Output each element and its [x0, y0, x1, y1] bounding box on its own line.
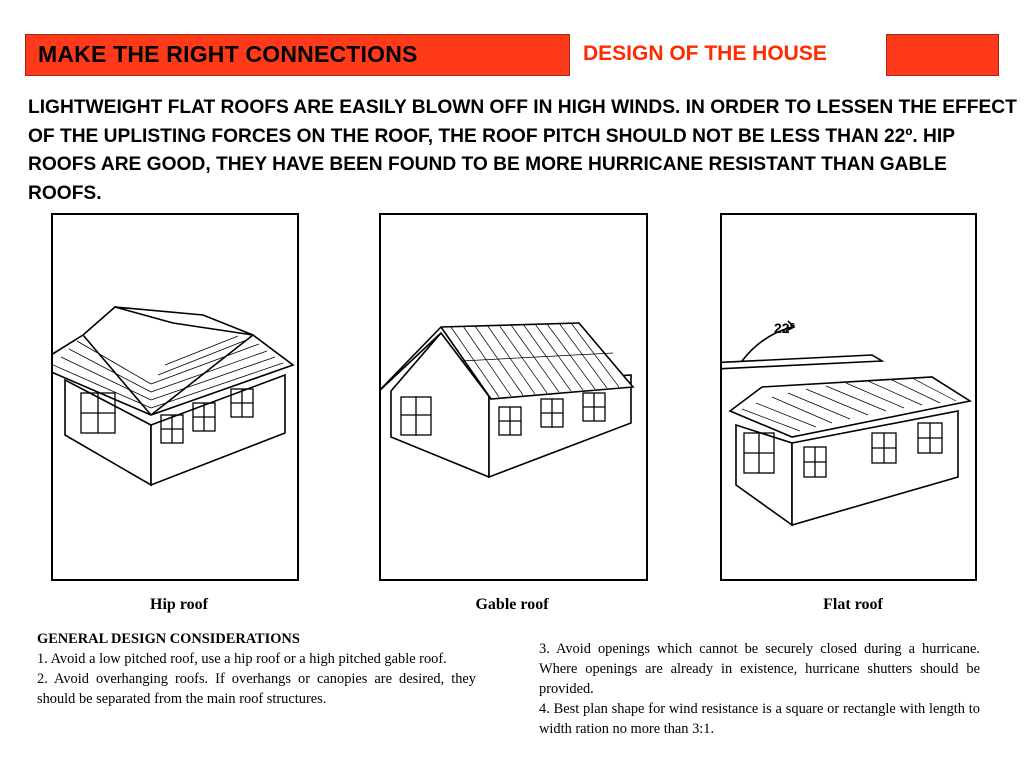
consideration-item: 3. Avoid openings which cannot be securely closed during a hurricane. Where openings are already in existence, hurricane shutters should be provided.: [539, 641, 980, 697]
considerations-heading: GENERAL DESIGN CONSIDERATIONS: [37, 631, 300, 647]
consideration-item: 1. Avoid a low pitched roof, use a hip roof or a high pitched gable roof.: [37, 651, 447, 667]
flat-roof-panel: [720, 213, 977, 581]
consideration-item: 2. Avoid overhanging roofs. If overhangs or canopies are desired, they should be separated from the main roof structures.: [37, 671, 476, 707]
hip-roof-house-illustration: [53, 215, 297, 579]
flat-roof-house-illustration: [722, 215, 975, 579]
considerations-right: [539, 639, 980, 739]
angle-label: 22°: [774, 320, 796, 336]
caption-flat-roof: Flat roof: [823, 596, 883, 613]
caption-gable-roof: Gable roof: [475, 596, 549, 613]
gable-roof-house-illustration: [381, 215, 646, 579]
page-subtitle: DESIGN OF THE HOUSE: [583, 42, 827, 65]
intro-text: LIGHTWEIGHT FLAT ROOFS ARE EASILY BLOWN OFF IN HIGH WINDS. IN ORDER TO LESSEN THE EFFECT OF THE UPLISTING FORCES ON THE ROOF, THE ROOF PITCH SHOULD NOT BE LESS THAN 22º. HIP ROOFS ARE GOOD, THEY HAVE BEEN FOUND TO BE MORE HURRICANE RESISTANT THAN GABLE ROOFS.: [28, 97, 1017, 204]
title-banner: [25, 34, 570, 76]
consideration-item: 4. Best plan shape for wind resistance is a square or rectangle with length to width ration no more than 3:1.: [539, 701, 980, 737]
caption-hip-roof: Hip roof: [150, 596, 208, 613]
hip-roof-panel: [51, 213, 299, 581]
accent-block: [886, 34, 999, 76]
page-title: MAKE THE RIGHT CONNECTIONS: [38, 41, 418, 67]
considerations-left: [37, 629, 476, 709]
gable-roof-panel: [379, 213, 648, 581]
